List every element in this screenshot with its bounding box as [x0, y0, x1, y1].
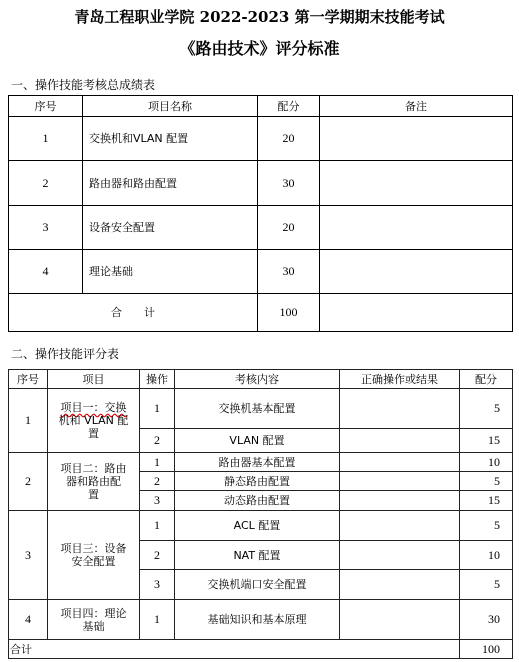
section1-heading: 一、操作技能考核总成绩表	[11, 78, 156, 92]
summary-total-score: 100	[258, 294, 320, 332]
project-line: 置	[88, 427, 99, 440]
summary-row-no: 2	[9, 161, 83, 206]
row-result	[340, 491, 460, 511]
summary-col-score: 配分	[258, 96, 320, 117]
row-op: 3	[140, 570, 175, 600]
row-score: 30	[460, 600, 513, 640]
summary-total-row	[9, 294, 513, 332]
row-result	[340, 472, 460, 491]
row-score: 10	[460, 541, 513, 570]
row-content: 交换机基本配置	[175, 389, 340, 429]
scoring-col-score: 配分	[460, 370, 513, 389]
row-content: ACL 配置	[175, 511, 340, 541]
summary-row-note	[320, 250, 513, 294]
scoring-row	[9, 511, 513, 541]
summary-row-no: 3	[9, 206, 83, 250]
row-op: 1	[140, 389, 175, 429]
row-content: VLAN 配置	[175, 429, 340, 453]
scoring-table	[8, 369, 513, 659]
group-project	[48, 600, 140, 640]
summary-row-note	[320, 161, 513, 206]
row-result	[340, 453, 460, 472]
scoring-col-result: 正确操作或结果	[340, 370, 460, 389]
summary-total-note	[320, 294, 513, 332]
summary-row	[9, 250, 513, 294]
row-result	[340, 600, 460, 640]
scoring-row	[9, 453, 513, 472]
summary-row	[9, 161, 513, 206]
summary-row-no: 4	[9, 250, 83, 294]
summary-row-name: 交换机和VLAN 配置	[83, 117, 258, 161]
row-content: 路由器基本配置	[175, 453, 340, 472]
group-no: 2	[9, 453, 48, 511]
row-score: 10	[460, 453, 513, 472]
scoring-col-no: 序号	[9, 370, 48, 389]
scoring-total-row	[9, 640, 513, 659]
summary-row-name: 设备安全配置	[83, 206, 258, 250]
project-line: 基础	[82, 619, 105, 633]
row-content: 基础知识和基本原理	[175, 600, 340, 640]
project-line: 安全配置	[71, 555, 116, 568]
row-op: 2	[140, 472, 175, 491]
row-result	[340, 541, 460, 570]
row-content: 动态路由配置	[175, 491, 340, 511]
summary-col-no: 序号	[9, 96, 83, 117]
summary-row-note	[320, 206, 513, 250]
summary-row	[9, 117, 513, 161]
summary-row-score: 30	[258, 250, 320, 294]
row-op: 2	[140, 541, 175, 570]
summary-col-name: 项目名称	[83, 96, 258, 117]
group-project	[48, 453, 140, 511]
summary-row-no: 1	[9, 117, 83, 161]
scoring-row	[9, 389, 513, 429]
row-result	[340, 429, 460, 453]
summary-row-score: 20	[258, 206, 320, 250]
group-no: 3	[9, 511, 48, 600]
group-no: 4	[9, 600, 48, 640]
summary-table	[8, 95, 513, 332]
row-result	[340, 570, 460, 600]
row-score: 5	[460, 389, 513, 429]
row-content: 静态路由配置	[175, 472, 340, 491]
summary-row-note	[320, 117, 513, 161]
scoring-col-op: 操作	[140, 370, 175, 389]
summary-total-label: 合 计	[9, 294, 258, 332]
row-score: 5	[460, 570, 513, 600]
row-score: 15	[460, 491, 513, 511]
scoring-col-content: 考核内容	[175, 370, 340, 389]
row-op: 1	[140, 511, 175, 541]
row-result	[340, 511, 460, 541]
summary-row-score: 20	[258, 117, 320, 161]
project-line: 项目四：理论	[60, 606, 127, 620]
row-score: 5	[460, 511, 513, 541]
row-score: 5	[460, 472, 513, 491]
summary-col-note: 备注	[320, 96, 513, 117]
project-line: 项目三：设备	[60, 542, 127, 555]
scoring-total-label: 合计	[9, 640, 460, 659]
group-project	[48, 511, 140, 600]
row-op: 1	[140, 600, 175, 640]
scoring-header-row	[9, 370, 513, 389]
row-op: 1	[140, 453, 175, 472]
document-subtitle: 《路由技术》评分标准	[179, 39, 340, 58]
summary-row	[9, 206, 513, 250]
summary-row-name: 路由器和路由配置	[83, 161, 258, 206]
row-content: 交换机端口安全配置	[175, 570, 340, 600]
scoring-col-project: 项目	[48, 370, 140, 389]
project-line: 器和路由配	[66, 475, 121, 488]
row-content: NAT 配置	[175, 541, 340, 570]
summary-row-score: 30	[258, 161, 320, 206]
project-line: 置	[88, 488, 99, 501]
row-result	[340, 389, 460, 429]
project-line: 机和 VLAN 配	[58, 414, 129, 427]
summary-header-row	[9, 96, 513, 117]
section2-heading: 二、操作技能评分表	[11, 347, 120, 361]
row-op: 3	[140, 491, 175, 511]
row-score: 15	[460, 429, 513, 453]
project-line: 项目一：交换	[60, 401, 127, 414]
scoring-row	[9, 600, 513, 640]
project-line: 项目二：路由	[60, 462, 127, 475]
group-no: 1	[9, 389, 48, 453]
group-project	[48, 389, 140, 453]
summary-row-name: 理论基础	[83, 250, 258, 294]
document-title: 青岛工程职业学院 2022-2023 第一学期期末技能考试	[74, 8, 445, 26]
row-op: 2	[140, 429, 175, 453]
scoring-total-score: 100	[460, 640, 513, 659]
